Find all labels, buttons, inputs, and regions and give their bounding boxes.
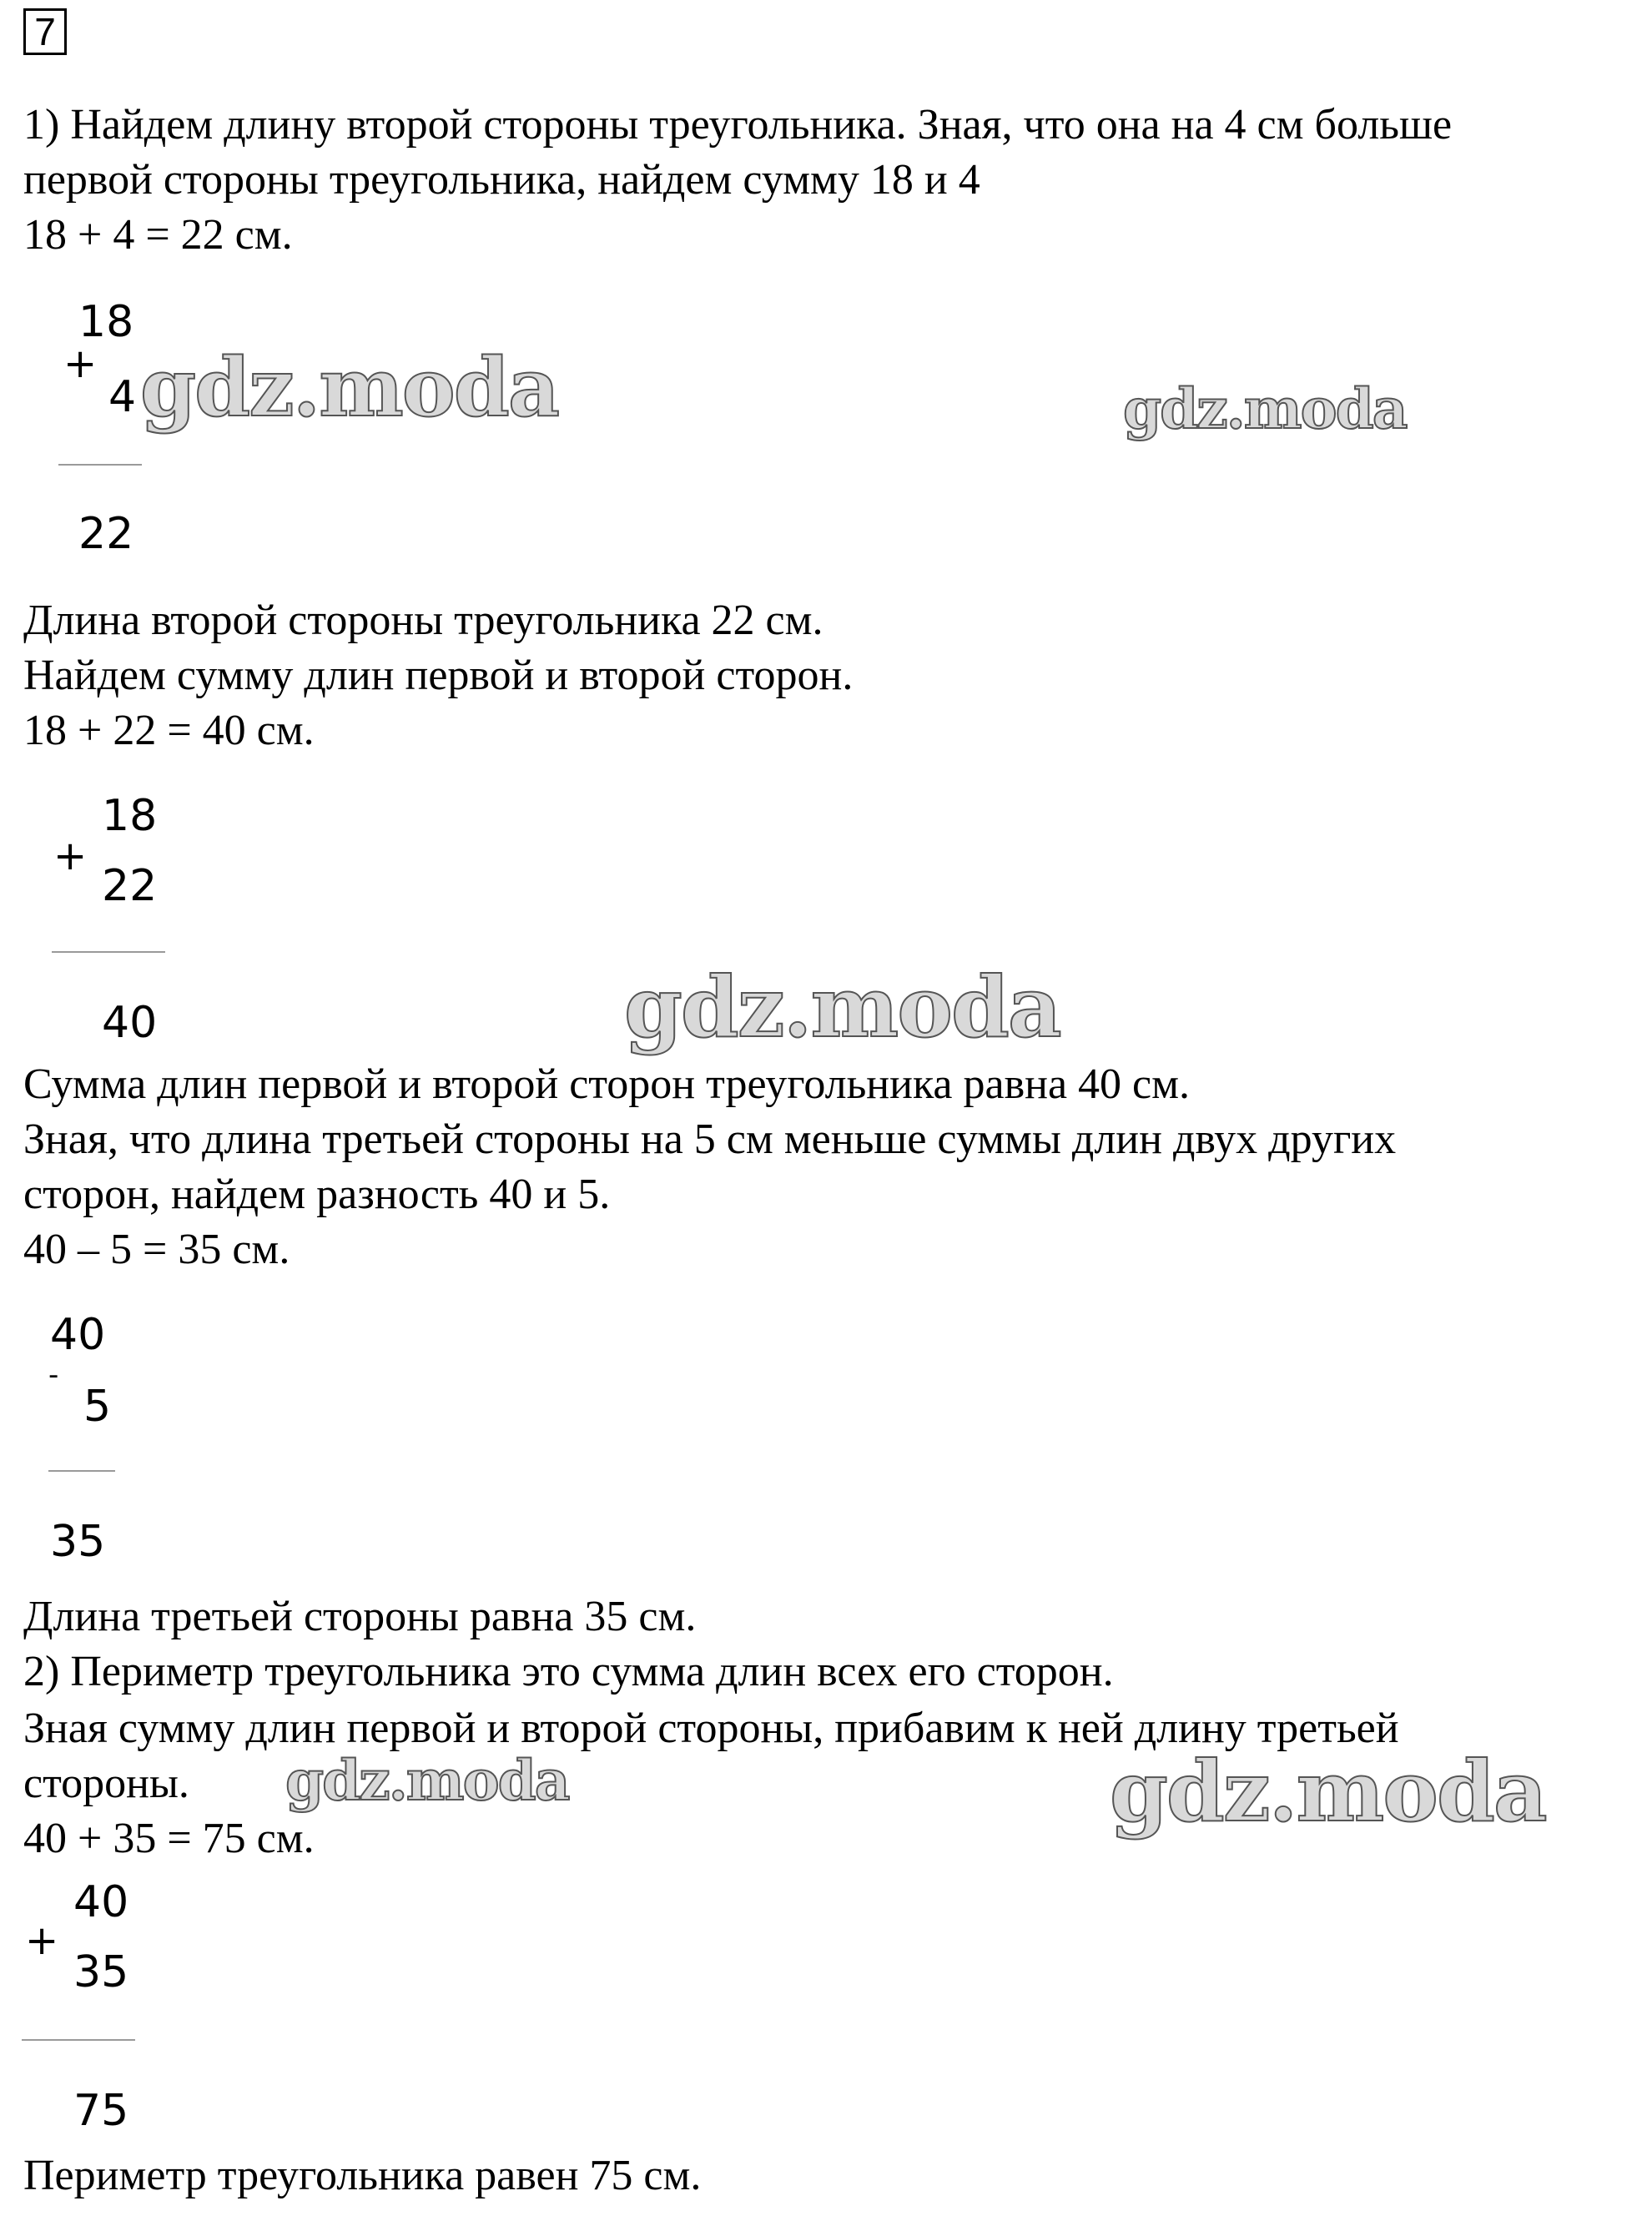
sum-result: 40: [102, 998, 158, 1048]
text-line: Найдем сумму длин первой и второй сторон.: [23, 652, 854, 699]
watermark: gdz.moda: [1123, 376, 1407, 441]
addend-bottom: 35: [73, 1947, 129, 1997]
addend-top: 18: [78, 297, 134, 347]
subtrahend: 5: [83, 1382, 112, 1432]
task-number-box: 7: [23, 8, 67, 55]
watermark: gdz.moda: [285, 1748, 569, 1813]
text-line: Периметр треугольника равен 75 см.: [23, 2152, 702, 2199]
text-line: стороны.: [23, 1760, 189, 1807]
text-line: Длина второй стороны треугольника 22 см.: [23, 597, 823, 644]
sum-rule: [22, 2039, 135, 2041]
sum-rule: [58, 464, 142, 466]
text-line: Сумма длин первой и второй сторон треугольника равна 40 см.: [23, 1060, 1191, 1108]
text-line: Длина третьей стороны равна 35 см.: [23, 1593, 697, 1640]
addend-top: 40: [73, 1877, 129, 1927]
plus-sign: +: [53, 833, 88, 879]
text-line: 40 – 5 = 35 см.: [23, 1226, 290, 1273]
text-line: 18 + 22 = 40 см.: [23, 707, 315, 754]
text-line: 40 + 35 = 75 см.: [23, 1815, 315, 1862]
watermark: gdz.moda: [140, 340, 559, 435]
text-line: первой стороны треугольника, найдем сумму 18 и 4: [23, 156, 980, 204]
addend-top: 18: [102, 791, 158, 841]
difference-rule: [48, 1470, 115, 1472]
text-line: Зная, что длина третьей стороны на 5 см меньше суммы длин двух других: [23, 1116, 1397, 1163]
text-line: 1) Найдем длину второй стороны треугольника. Зная, что она на 4 см больше: [23, 101, 1453, 149]
sum-rule: [52, 951, 165, 953]
watermark: gdz.moda: [1110, 1742, 1546, 1841]
minuend: 40: [50, 1310, 106, 1360]
text-line: 2) Периметр треугольника это сумма длин всех его сторон.: [23, 1648, 1114, 1695]
text-line: Зная сумму длин первой и второй стороны, прибавим к ней длину третьей: [23, 1705, 1399, 1752]
addend-bottom: 4: [108, 372, 137, 422]
watermark: gdz.moda: [624, 958, 1060, 1056]
sum-result: 22: [78, 509, 134, 559]
sum-result: 75: [73, 2086, 129, 2136]
plus-sign: +: [63, 340, 98, 387]
addend-bottom: 22: [102, 861, 158, 911]
minus-sign: -: [48, 1358, 59, 1392]
text-line: 18 + 4 = 22 см.: [23, 211, 293, 259]
plus-sign: +: [25, 1917, 59, 1964]
difference-result: 35: [50, 1517, 106, 1567]
text-line: сторон, найдем разность 40 и 5.: [23, 1171, 611, 1218]
